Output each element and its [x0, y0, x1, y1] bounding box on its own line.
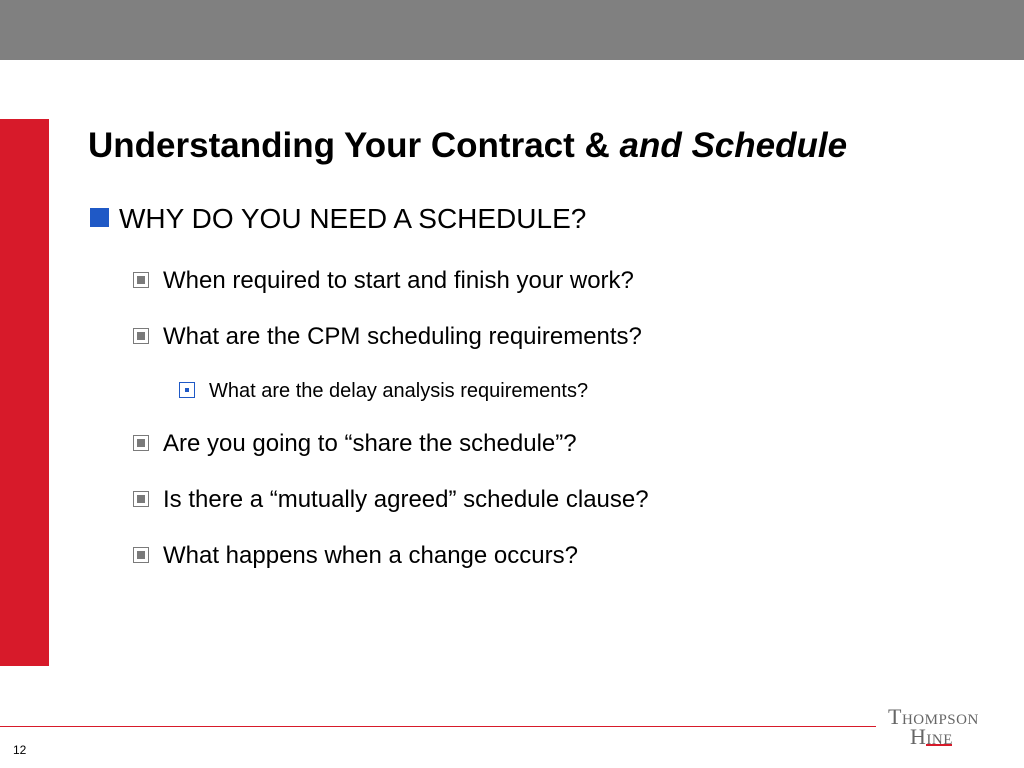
- heading-bullet-text: WHY DO YOU NEED A SCHEDULE?: [119, 203, 587, 234]
- left-accent-bar: [0, 119, 49, 666]
- logo-text-hompson: HOMPSON: [901, 712, 979, 728]
- slide-title: [88, 122, 847, 170]
- bullet-text: What are the CPM scheduling requirements?: [163, 323, 642, 350]
- bullet-text: When required to start and finish your work?: [163, 267, 634, 294]
- heading-bullet-item: [90, 199, 586, 239]
- slide-title-main: Understanding Your Contract &: [88, 126, 620, 165]
- boxed-dot-bullet-icon: [179, 382, 195, 398]
- square-bullet-icon: [90, 208, 109, 227]
- bullet-text: What happens when a change occurs?: [163, 542, 578, 569]
- bullet-item: [133, 264, 634, 298]
- page-number: 12: [13, 743, 27, 757]
- logo-line-hine: [910, 724, 953, 750]
- logo-initial-t: T: [888, 704, 902, 729]
- bullet-item: [133, 320, 642, 354]
- top-header-band: [0, 0, 1024, 60]
- footer-divider: [0, 726, 876, 727]
- bullet-item: [133, 483, 649, 517]
- boxed-square-bullet-icon: [133, 272, 149, 288]
- sub-bullet-item: [179, 376, 588, 406]
- sub-bullet-text: What are the delay analysis requirements?: [209, 380, 589, 402]
- logo-underline: [926, 744, 952, 746]
- thompson-hine-logo: [878, 704, 998, 752]
- bullet-item: [133, 427, 577, 461]
- bullet-text: Is there a “mutually agreed” schedule clause?: [163, 486, 649, 513]
- boxed-square-bullet-icon: [133, 491, 149, 507]
- bullet-item: [133, 539, 578, 573]
- boxed-square-bullet-icon: [133, 328, 149, 344]
- boxed-square-bullet-icon: [133, 547, 149, 563]
- bullet-text: Are you going to “share the schedule”?: [163, 430, 577, 457]
- logo-text-ine: INE: [926, 732, 953, 748]
- logo-initial-h: H: [910, 724, 927, 749]
- slide-title-italic: and Schedule: [619, 126, 848, 165]
- boxed-square-bullet-icon: [133, 435, 149, 451]
